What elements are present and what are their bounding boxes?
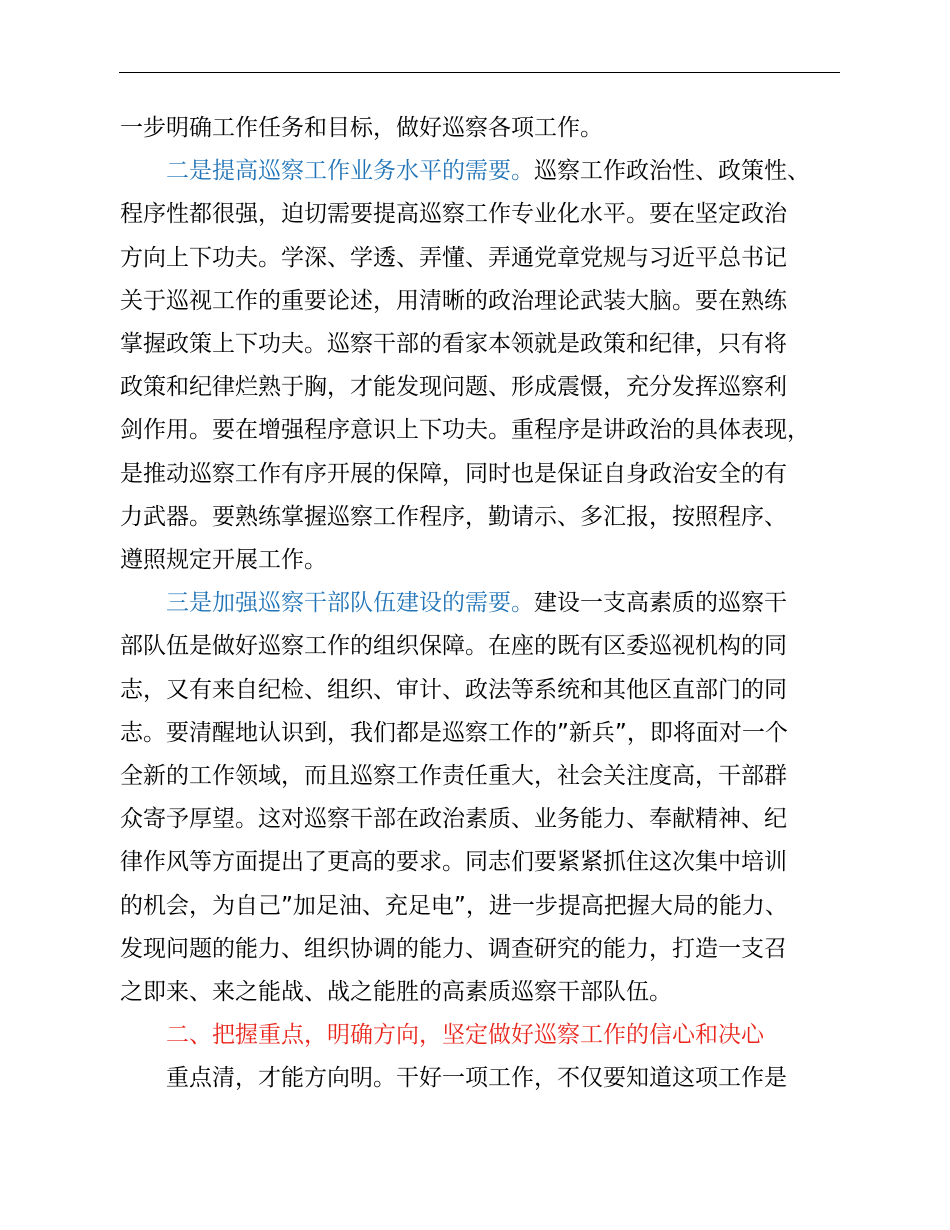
paragraph-team-building [120,582,870,1014]
paragraph-lead: 三是加强巡察干部队伍建设的需要。 [120,590,534,617]
paragraph-lead: 二是提高巡察工作业务水平的需要。 [120,158,534,185]
section-heading: 二、把握重点，明确方向，坚定做好巡察工作的信心和决心 [120,1022,764,1049]
paragraph-text: 建设一支高素质的巡察干 部队伍是做好巡察工作的组织保障。在座的既有区委巡视机构的同 志，又有来自纪检、组织、审计、政法等系统和其他区直部门的同 志。要清醒地认识到，我们都是巡察工作的”新兵”，即将面对一个 全新的工作领域，而且巡察工作责任重大，社会关注度高，干部群 众寄予厚望。这对巡察干部在政治素质、业务能力、奉献精神、纪 律作风等方面提出了更高的要求。同志们要紧紧抓住这次集中培训 的机会，为自己”加足油、充足电”，进一步提高把握大局的能力、 发现问题的能力、组织协调的能力、调查研究的能力，打造一支召 之即来、来之能战、战之能胜的高素质巡察干部队伍。 [120,590,788,1006]
paragraph-business-level [120,150,870,582]
paragraph-text: 一步明确工作任务和目标，做好巡察各项工作。 [120,115,603,141]
paragraph-continuation [120,107,870,150]
document-body [120,107,870,1101]
paragraph-last: 重点清，才能方向明。干好一项工作，不仅要知道这项工作是 [120,1065,787,1092]
header-rule [119,72,840,73]
paragraph-text: 巡察工作政治性、政策性、 程序性都很强，迫切需要提高巡察工作专业化水平。要在坚定政治 方向上下功夫。学深、学透、弄懂、弄通党章党规与习近平总书记 关于巡视工作的重要论述，用清晰的政治理论武装大脑。要在熟练 掌握政策上下功夫。巡察干部的看家本领就是政策和纪律，只有将 政策和纪律烂熟于胸，才能发现问题、形成震慑，充分发挥巡察利 剑作用。要在增强程序意识上下功夫。重程序是讲政治的具体表现， 是推动巡察工作有序开展的保障，同时也是保证自身政治安全的有 力武器。要熟练掌握巡察工作程序，勤请示、多汇报，按照程序、 遵照规定开展工作。 [120,158,810,574]
